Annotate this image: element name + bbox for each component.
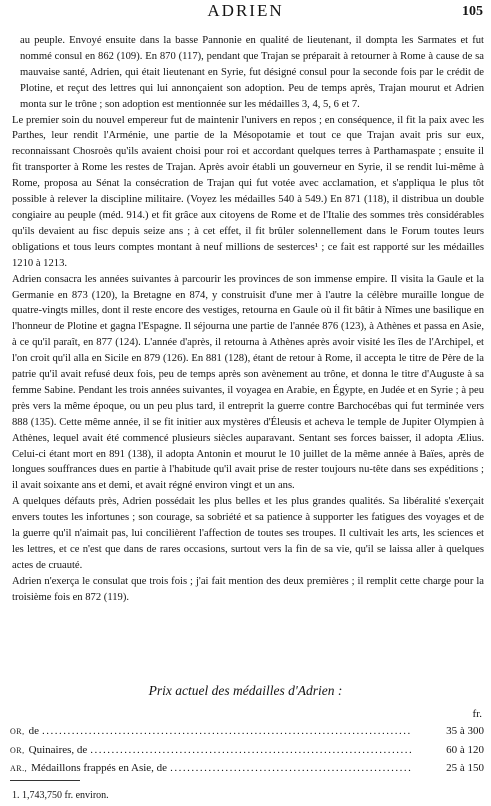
price-row <box>10 722 484 741</box>
footnote: 1. 1,743,750 fr. environ. <box>12 790 109 801</box>
body-text <box>12 33 484 606</box>
metal-abbrev: OR, <box>10 727 25 736</box>
metal-abbrev: AR., <box>10 764 28 773</box>
price-label: Quinaires, de <box>28 743 88 756</box>
running-title: ADRIEN <box>207 1 284 20</box>
price-range: 60 à 120 <box>446 743 484 756</box>
price-row <box>10 741 484 760</box>
paragraph-character: A quelques défauts près, Adrien possédait les plus belles et les plus grandes qualités. Sa libéralité s'exerçait envers toutes les infortunes ; son courage, sa sobriété et sa patience à supporter les fatigues des voyages et de la guerre qu'il n'aimait pas, lui concilièrent l'affection de toutes ses troupes. Il cultivait les arts, les sciences et les lettres, et ce n'est que dans de rares occasions, surtout vers la fin de sa vie, qu'il se laissa aller à quelques actes de cruauté. <box>12 496 484 571</box>
price-table <box>10 707 484 778</box>
price-row <box>10 759 484 778</box>
metal-abbrev: OR, <box>10 745 25 755</box>
price-range: 35 à 300 <box>446 725 484 737</box>
paragraph-consulships: Adrien n'exerça le consulat que trois fois ; j'ai fait mention des deux premières ; il remplit cette charge pour la troisième fois en 872 (119). <box>12 575 484 603</box>
dot-leader <box>90 741 411 760</box>
price-label: Médaillons frappés en Asie, de <box>31 762 168 774</box>
footnote-rule <box>10 780 80 781</box>
price-label: de <box>28 725 40 737</box>
paragraph-accession: au peuple. Envoyé ensuite dans la basse Pannonie en qualité de lieutenant, il dompta les Sarmates et fut nommé consul en 862 (109). En 870 (117), pendant que Trajan se préparait à retourner à Rome à cause de sa mauvaise santé, Adrien, qui était lieutenant en Syrie, fut désigné consul pour la seconde fois par le crédit de Plotine, et reçut des lettres qui lui annonçaient son adoption. Peu de temps après, Trajan mourut et Adrien monta sur le trône ; son adoption est mentionnée sur les médailles 3, 4, 5, 6 et 7. <box>20 35 484 110</box>
paragraph-first-acts: Le premier soin du nouvel empereur fut de maintenir l'univers en repos ; en conséquence, il fit la paix avec les Parthes, leur rendit l'Arménie, une partie de la Mésopotamie et tout ce que Trajan avait pris sur eux, reconnaissant Chosroès qu'ils avaient choisi pour roi et accordant quelques terres à Parthamaspate ; ensuite il fit transporter à Rome les restes de Trajan. Après avoir établi un gouverneur en Syrie, il se rendit lui-même à Rome, proposa au Sénat la consécration de Trajan qui fut votée avec acclamation, et s'appliqua le plus tôt possible à relever la discipline militaire. (Voyez les médailles 540 à 549.) En 871 (118), il distribua un double congiaire au peuple (méd. 914.) et fit grâce aux citoyens de Rome et de l'Italie des sommes très considérables qu'ils devaient au fisc depuis seize ans ; à cet effet, il fit brûler solennellement dans le Forum toutes leurs obligations et tous leurs comptes montant à neuf millions de sesterces¹ ; ce fait est rapporté sur les médailles 1210 à 1213. <box>12 114 484 269</box>
paragraph-travels: Adrien consacra les années suivantes à parcourir les provinces de son immense empire. Il visita la Gaule et la Germanie en 873 (120), la Bretagne en 874, y construisit d'une mer à l'autre la célèbre muraille longue de quatre-vingts milles, dont il reste encore des vestiges, retourna en Gaule où il fit bâtir à Nîmes une basilique en l'honneur de Plotine et gagna l'Espagne. Il séjourna une partie de l'année 876 (123), à Athènes et passa en Asie, à ce qu'il paraît, en 877 (124). L'année d'après, il retourna à Athènes après avoir visité les îles de l'Archipel, et l'on croit qu'il alla en Sicile en 879 (126). En 881 (128), étant de retour à Rome, il accepta le titre de Père de la patrie qu'il avait refusé deux fois, peu de temps après son avènement au trône, et donna le titre d'Auguste à sa femme Sabine. Pendant les trois années suivantes, il voyagea en Arabie, en Égypte, en Judée et en Syrie ; à peu près vers la même époque, ou un peu plus tard, il entreprit la guerre contre Barchocébas qui fut terminée vers 888 (135). Cette même année, il se fit initier aux mystères d'Éleusis et acheva le temple de Jupiter Olympien à Athènes, lequel avait été commencé plusieurs siècles auparavant. Sentant ses forces baisser, il adopta Ælius. Celui-ci étant mort en 891 (138), il adopta Antonin et mourut le 10 juillet de la même année à Baïes, après de longues souffrances dues en partie à l'habitude qu'il avait prise de rester toujours nu-tête dans ses expéditions ; il avait soixante ans et demi, et avait régné environ vingt et un ans. <box>12 273 484 492</box>
price-section-title: Prix actuel des médailles d'Adrien : <box>148 683 343 698</box>
price-range: 25 à 150 <box>446 762 484 774</box>
price-unit: fr. <box>472 708 482 720</box>
dot-leader <box>42 722 411 741</box>
dot-leader <box>170 759 411 778</box>
page-number: 105 <box>462 4 483 19</box>
